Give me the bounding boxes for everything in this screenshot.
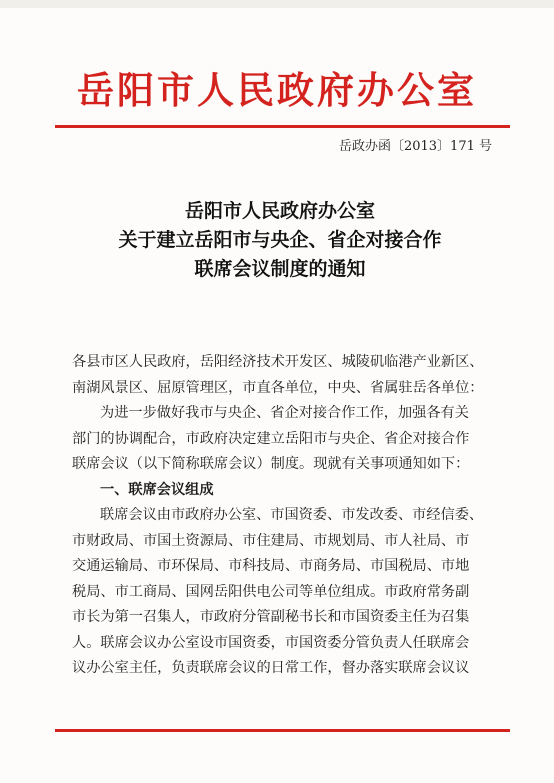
intro-line-3: 联席会议（以下简称联席会议）制度。现就有关事项通知如下： xyxy=(72,456,470,472)
scan-edge xyxy=(0,0,554,8)
section-line-3: 交通运输局、市环保局、市科技局、市商务局、市国税局、市地 xyxy=(72,558,470,574)
title-line-3: 联席会议制度的通知 xyxy=(194,258,366,280)
section-line-4: 税局、市工商局、国网岳阳供电公司等单位组成。市政府常务副 xyxy=(72,583,470,600)
section-line-6: 人。联席会议办公室设市国资委，市国资委分管负责人任联席会 xyxy=(72,634,470,651)
red-rule-top xyxy=(55,125,510,128)
addressee-line-1: 各县市区人民政府，岳阳经济技术开发区、城陵矶临港产业新区、 xyxy=(72,354,484,370)
red-header-title: 岳阳市人民政府办公室 xyxy=(77,68,477,112)
section-line-7: 议办公室主任，负责联席会议的日常工作，督办落实联席会议议 xyxy=(72,660,470,676)
intro-line-2: 部门的协调配合，市政府决定建立岳阳市与央企、省企对接合作 xyxy=(72,430,470,447)
intro-line-1: 为进一步做好我市与央企、省企对接合作工作，加强各有关 xyxy=(100,405,469,421)
red-rule-bottom xyxy=(55,729,510,732)
document-title xyxy=(60,197,500,284)
section-line-1: 联席会议由市政府办公室、市国资委、市发改委、市经信委、 xyxy=(100,507,484,523)
addressee-line-2: 南湖风景区、屈原管理区，市直各单位，中央、省属驻岳各单位： xyxy=(72,379,484,396)
section-line-2: 市财政局、市国土资源局、市住建局、市规划局、市人社局、市 xyxy=(72,532,470,549)
title-line-2: 关于建立岳阳市与央企、省企对接合作 xyxy=(118,229,442,251)
section-line-5: 市长为第一召集人，市政府分管副秘书长和市国资委主任为召集 xyxy=(72,609,470,625)
title-line-1: 岳阳市人民政府办公室 xyxy=(184,200,375,222)
document-number: 岳政办函〔2013〕171 号 xyxy=(338,139,492,154)
document-body xyxy=(72,350,492,682)
section-heading: 一、联席会议组成 xyxy=(100,481,214,498)
